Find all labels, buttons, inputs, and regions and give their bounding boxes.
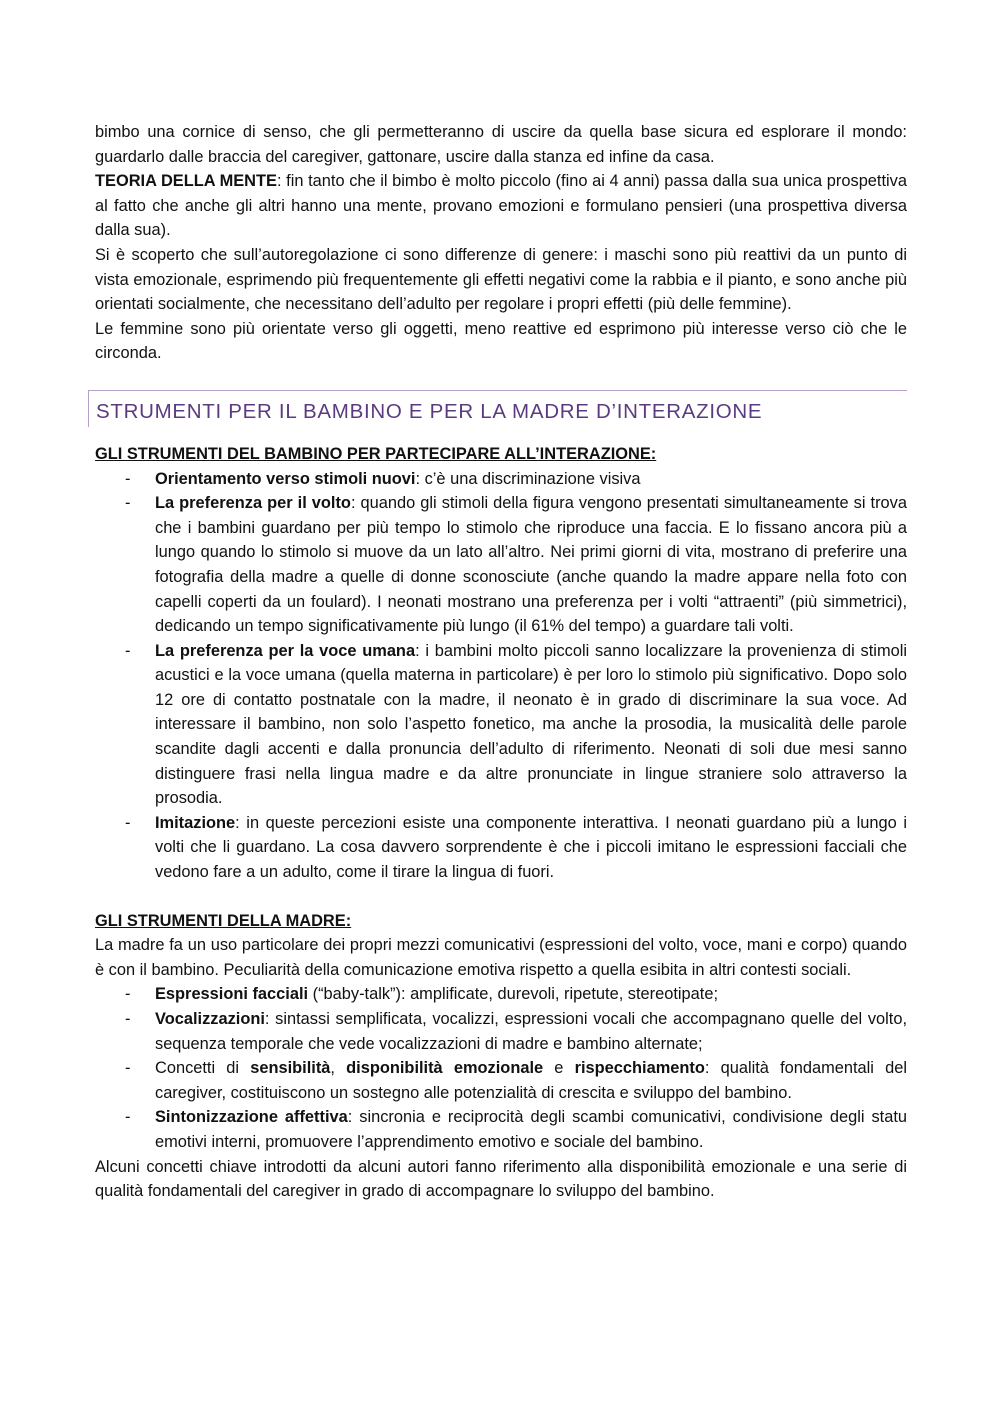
item-description: : i bambini molto piccoli sanno localizzare la provenienza di stimoli acustici e la voce umana (quella materna in particolare) è per loro lo stimolo più significativo. Dopo solo 12 ore di contatto postnatale con la madre, il neonato è in grado di discriminare la sua voce. Ad interessare il bambino, non solo l’aspetto fonetico, ma anche la prosodia, la musicalità delle parole scandite dagli accenti e dalla pronuncia dell’adulto di riferimento. Neonati di soli due mesi sanno distinguere frasi nella lingua madre e da altre pronunciate in lingue straniere solo attraverso la prosodia. [155,641,907,808]
list-dash: - [125,1108,131,1127]
list-item-text [155,639,907,811]
list-item [95,1056,907,1105]
paragraph-closing: Alcuni concetti chiave introdotti da alcuni autori fanno riferimento alla disponibilità emozionale e una serie di qualità fondamentali del caregiver in grado di accompagnare lo sviluppo del bambino. [95,1157,907,1201]
item-term: disponibilità emozionale [346,1059,544,1078]
item-term: Sintonizzazione affettiva [155,1108,348,1127]
paragraph-gender-differences: Si è scoperto che sull’autoregolazione ci sono differenze di genere: i maschi sono più reattivi da un punto di vista emozionale, esprimendo più frequentemente gli effetti negativi come la rabbia e il pianto, e sono anche più orientati socialmente, che necessitano dell’adulto per regolare i propri effetti (più delle femmine). [95,245,907,314]
item-term: Orientamento verso stimoli nuovi [155,469,416,488]
list-item-text [155,982,907,1007]
item-description: : sintassi semplificata, vocalizzi, espressioni vocali che accompagnano quelle del volto, sequenza temporale che vede vocalizzazioni di madre e bambino alternate; [155,1010,907,1053]
list-item-text [155,1105,907,1154]
item-prefix: Concetti di [155,1059,251,1078]
list-item [95,1105,907,1154]
list-dash: - [125,1059,131,1078]
section-heading: STRUMENTI PER IL BAMBINO E PER LA MADRE D’INTERAZIONE [88,390,907,427]
item-term: rispecchiamento [574,1059,705,1078]
item-separator: e [543,1059,575,1078]
child-tools-list [95,467,907,885]
list-item-text [155,1056,907,1105]
item-term: sensibilità [250,1059,331,1078]
item-term: La preferenza per il volto [155,494,351,513]
list-item-text [155,1007,907,1056]
item-term: Espressioni facciali [155,985,309,1004]
list-dash: - [125,813,131,832]
item-description: (“baby-talk”): amplificate, durevoli, ripetute, stereotipate; [308,985,719,1004]
item-description: : in queste percezioni esiste una componente interattiva. I neonati guardano più a lungo i volti che li guardano. La cosa davvero sorprendente è che i piccoli imitano le espressioni facciali che vedono fare a un adulto, come il tirare la lingua di fuori. [155,813,907,882]
list-item [95,491,907,639]
list-item-text [155,491,907,639]
list-item [95,811,907,885]
mother-tools-list [95,982,907,1154]
paragraph-females: Le femmine sono più orientate verso gli oggetti, meno reattive ed esprimono più interesse verso ciò che le circonda. [95,319,907,363]
list-item [95,1007,907,1056]
mother-tools-heading: GLI STRUMENTI DELLA MADRE: [95,911,352,930]
list-item [95,467,907,492]
paragraph-theory-of-mind [95,169,907,243]
item-description: : qualità fondamentali del caregiver, costituiscono un sostegno alle potenzialità di crescita e sviluppo del bambino. [155,1059,907,1102]
list-item [95,982,907,1007]
list-dash: - [125,1010,131,1028]
item-separator: , [330,1059,347,1078]
term-theory-of-mind: TEORIA DELLA MENTE [95,172,277,191]
item-term: Vocalizzazioni [155,1010,265,1028]
list-item-text [155,467,907,492]
item-description: : quando gli stimoli della figura vengono presentati simultaneamente si trova che i bambini guardano per più tempo lo stimolo che riproduce una faccia. E lo fissano ancora più a lungo quando lo stimolo si muove da un lato all’altro. Nei primi giorni di vita, mostrano di preferire una fotografia della madre a quelle di donne sconosciute (anche quando la madre appare nella foto con capelli coperti da un foulard). I neonati mostrano una preferenza per i volti “attraenti” (più simmetrici), dedicando un tempo significativamente più lungo (il 61% del tempo) a guardare tali volti. [155,494,907,636]
child-tools-heading: GLI STRUMENTI DEL BAMBINO PER PARTECIPARE ALL’INTERAZIONE: [95,444,657,463]
item-description: : sincronia e reciprocità degli scambi comunicativi, condivisione degli statu emotivi interni, promuovere l’apprendimento emotivo e sociale del bambino. [155,1108,907,1151]
document-page [95,120,907,1204]
list-item [95,639,907,811]
paragraph-intro: bimbo una cornice di senso, che gli permetteranno di uscire da quella base sicura ed esplorare il mondo: guardarlo dalle braccia del caregiver, gattonare, uscire dalla stanza ed infine da casa. [95,123,907,166]
item-term: Imitazione [155,813,236,832]
list-item-text [155,811,907,885]
theory-of-mind-text: : fin tanto che il bimbo è molto piccolo (fino ai 4 anni) passa dalla sua unica prospettiva al fatto che anche gli altri hanno una mente, provano emozioni e formulano pensieri (una prospettiva diversa dalla sua). [95,172,907,240]
list-dash: - [125,494,131,513]
list-dash: - [125,469,131,488]
list-dash: - [125,641,131,660]
paragraph-mother-intro: La madre fa un uso particolare dei propri mezzi comunicativi (espressioni del volto, voce, mani e corpo) quando è con il bambino. Peculiarità della comunicazione emotiva rispetto a quella esibita in altri contesti sociali. [95,936,907,979]
item-description: : c’è una discriminazione visiva [415,469,641,488]
item-term: La preferenza per la voce umana [155,641,416,660]
list-dash: - [125,985,131,1004]
